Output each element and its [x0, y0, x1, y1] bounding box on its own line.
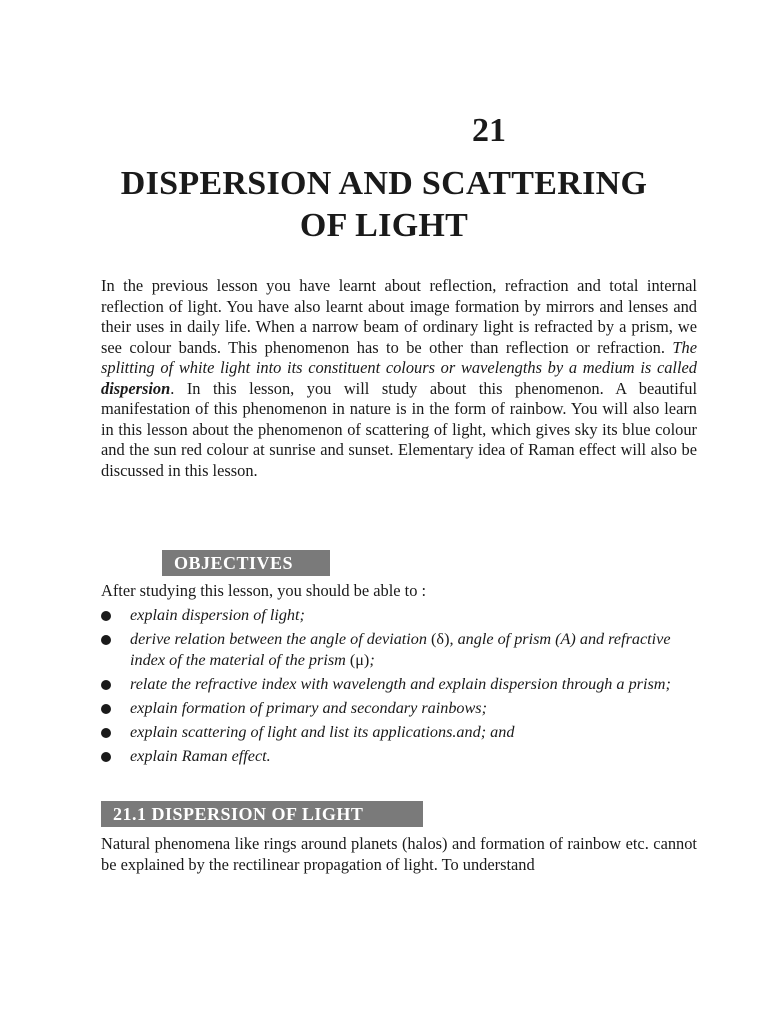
section-body-text: Natural phenomena like rings around planets (halos) and formation of rainbow etc. cannot be explained by the rectilinear propagation of light. To understand — [101, 834, 697, 874]
chapter-number: 21 — [472, 112, 506, 149]
list-item-text: ; — [369, 650, 375, 669]
intro-text-2: . In this lesson, you will study about this phenomenon. A beautiful manifestation of this phenomenon in nature is in the form of rainbow. You will also learn in this lesson about the phenomenon of scattering of light, which gives sky its blue colour and the sun red colour at sunrise and sunset. Elementary idea of Raman effect will also be discussed in this lesson. — [101, 378, 697, 480]
bullet-icon — [101, 635, 111, 645]
bullet-icon — [101, 680, 111, 690]
bullet-icon — [101, 611, 111, 621]
intro-paragraph — [101, 276, 697, 481]
objectives-heading: OBJECTIVES — [162, 550, 330, 576]
section-heading-dispersion: 21.1 DISPERSION OF LIGHT — [101, 801, 423, 827]
list-item-text: explain formation of primary and secondary rainbows; — [130, 698, 488, 717]
objectives-list — [101, 605, 701, 770]
intro-text-1: In the previous lesson you have learnt about reflection, refraction and total internal reflection of light. You have also learnt about image formation by mirrors and lenses and their uses in daily life. When a narrow beam of ordinary light is refracted by a prism, we see colour bands. This phenomenon has to be other than reflection or refraction. — [101, 276, 697, 357]
bullet-icon — [101, 752, 111, 762]
dispersion-definition: The splitting of white light into its constituent colours or wavelengths by a medium is called — [101, 337, 697, 377]
list-item-text: relate the refractive index with wavelength and explain dispersion through a prism; — [130, 674, 671, 693]
list-item-text: , angle of prism (A) and refractive index of the material of the prism — [130, 630, 671, 669]
list-item — [101, 629, 701, 670]
list-item — [101, 746, 701, 767]
chapter-title — [60, 163, 708, 247]
list-item-text: explain scattering of light and list its applications.and; and — [130, 722, 515, 741]
bullet-icon — [101, 728, 111, 738]
bullet-icon — [101, 704, 111, 714]
list-item — [101, 674, 701, 695]
chapter-title-line-2: OF LIGHT — [299, 207, 469, 244]
delta-symbol: (δ) — [431, 630, 450, 648]
list-item — [101, 698, 701, 719]
list-item-text: explain Raman effect. — [130, 746, 271, 765]
list-item-text: derive relation between the angle of deviation — [130, 630, 432, 648]
list-item — [101, 605, 701, 626]
chapter-title-line-1: DISPERSION AND SCATTERING — [120, 165, 648, 202]
dispersion-term: dispersion — [101, 378, 171, 398]
list-item-text: explain dispersion of light; — [130, 606, 305, 624]
list-item — [101, 722, 701, 743]
objectives-lead: After studying this lesson, you should be able to : — [101, 581, 427, 600]
mu-symbol: (μ) — [349, 650, 370, 669]
